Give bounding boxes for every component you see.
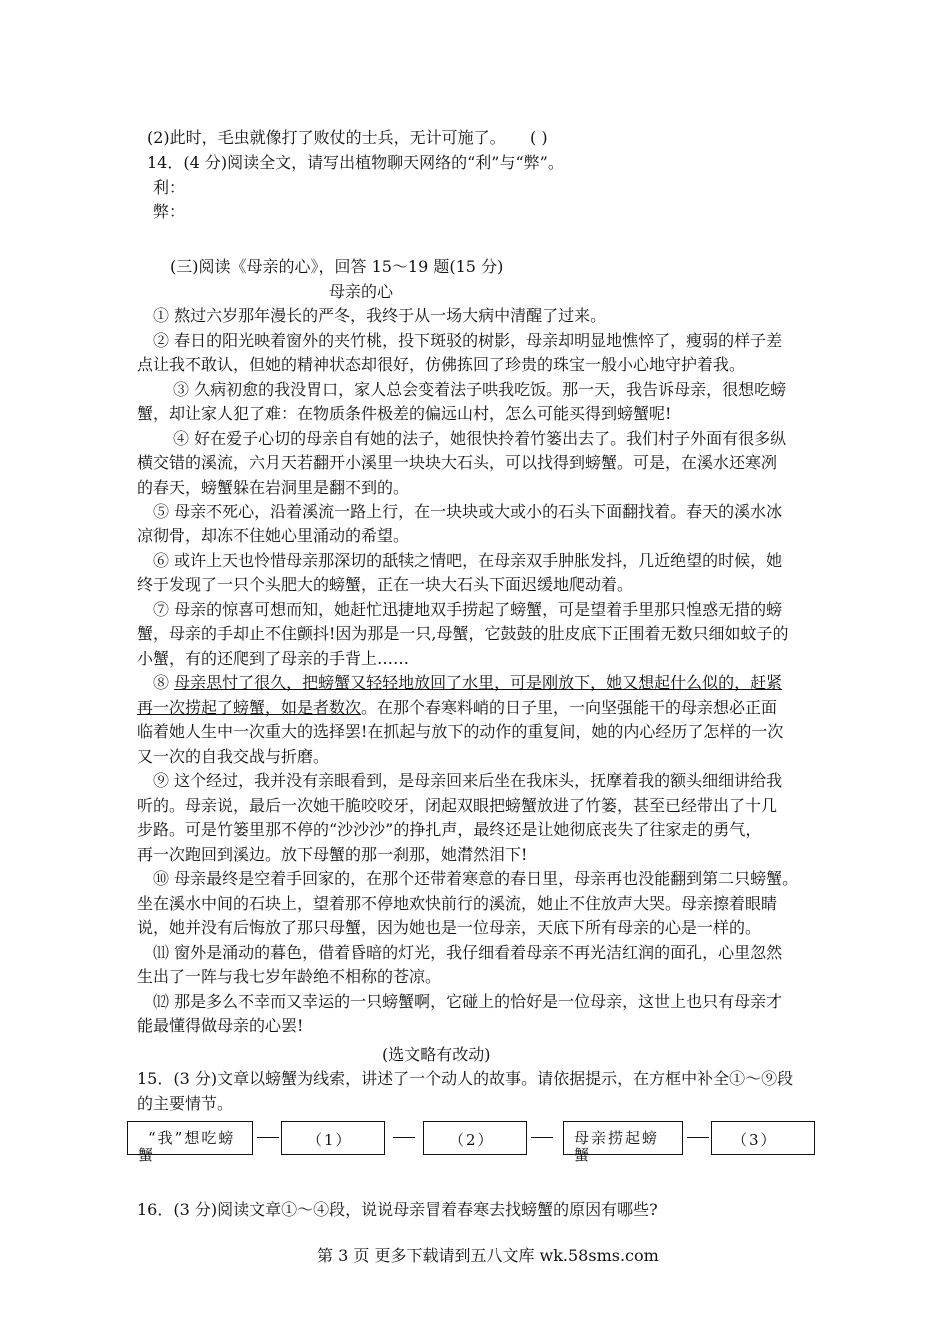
para-3-line-1: ③ 久病初愈的我没胃口，家人总会变着法子哄我吃饭。那一天，我告诉母亲，很想吃螃 xyxy=(173,380,787,399)
para-10-line-2: 坐在溪水中间的石块上，望着那不停地欢快前行的溪流，她止不住放声大哭。母亲擦着眼睛 xyxy=(137,894,778,913)
para-8-underlined-1: 母亲思忖了很久，把螃蟹又轻轻地放回了水里，可是刚放下，她又想起什么似的，赶紧 xyxy=(174,673,783,692)
para-8-line-2-rest: 。在那个春寒料峭的日子里，一向坚强能干的母亲想必正面 xyxy=(361,698,778,717)
para-9-line-1: ⑨ 这个经过，我并没有亲眼看到，是母亲回来后坐在我床头，抚摩着我的额头细细讲给我 xyxy=(153,771,783,790)
page-footer: 第 3 页 更多下载请到五八文库 wk.58sms.com xyxy=(317,1246,659,1265)
para-8-line-3: 临着她人生中一次重大的选择罢!在抓起与放下的动作的重复间，她的内心经历了怎样的一次 xyxy=(137,722,784,741)
para-10-line-1: ⑩ 母亲最终是空着手回家的，在那个还带着寒意的春日里，母亲再也没能翻到第二只螃蟹。 xyxy=(153,869,799,888)
para-6-line-1: ⑥ 或许上天也怜惜母亲那深切的舐犊之情吧，在母亲双手肿胀发抖，几近绝望的时候，她 xyxy=(153,551,783,570)
question-16: 16．(3 分)阅读文章①～④段，说说母亲冒着春寒去找螃蟹的原因有哪些? xyxy=(137,1200,658,1219)
para-4-line-1: ④ 好在爱子心切的母亲自有她的法子，她很快拎着竹篓出去了。我们村子外面有很多纵 xyxy=(173,429,787,448)
plot-box-5-label: （3） xyxy=(732,1131,778,1149)
connector-4 xyxy=(687,1137,709,1138)
connector-2 xyxy=(393,1137,415,1138)
q13-2-blank: ( ) xyxy=(530,128,548,147)
para-12-line-2: 能最懂得做母亲的心罢! xyxy=(137,1016,304,1035)
plot-box-3-label: （2） xyxy=(449,1131,495,1149)
plot-box-1-line-2: 蟹 xyxy=(138,1146,156,1164)
para-1: ① 熬过六岁那年漫长的严冬，我终于从一场大病中清醒了过来。 xyxy=(153,306,607,325)
para-8-line-2 xyxy=(137,697,777,719)
para-6-line-2: 终于发现了一只个头肥大的螃蟹，正在一块大石头下面迟缓地爬动着。 xyxy=(137,575,634,594)
q15-line-1: 15．(3 分)文章以螃蟹为线索，讲述了一个动人的故事。请依据提示，在方框中补全①～⑨段 xyxy=(137,1069,794,1088)
source-note: (选文略有改动) xyxy=(382,1045,491,1064)
section-3-heading: (三)阅读《母亲的心》，回答 15～19 题(15 分) xyxy=(170,257,504,276)
article-title: 母亲的心 xyxy=(329,282,394,301)
connector-1 xyxy=(257,1137,279,1138)
plot-box-4 xyxy=(563,1121,683,1164)
para-9-line-3: 步路。可是竹篓里那不停的“沙沙沙”的挣扎声，最终还是让她彻底丧失了往家走的勇气， xyxy=(137,820,762,839)
q14-title: 14．(4 分)阅读全文，请写出植物聊天网络的“利”与“弊”。 xyxy=(147,153,564,172)
para-9-line-4: 再一次跑回到溪边。放下母蟹的那一刹那，她潸然泪下! xyxy=(137,845,528,864)
para-9-line-2: 听的。母亲说，最后一次她干脆咬咬牙，闭起双眼把螃蟹放进了竹篓，甚至已经带出了十几 xyxy=(137,796,778,815)
para-8-line-4: 又一次的自我交战与折磨。 xyxy=(137,747,330,766)
plot-box-2-label: （1） xyxy=(307,1131,353,1149)
para-3-line-2: 蟹，却让家人犯了难：在物质条件极差的偏远山村，怎么可能买得到螃蟹呢! xyxy=(137,404,672,423)
q13-2-text: (2)此时，毛虫就像打了败仗的士兵，无计可施了。 xyxy=(147,128,506,147)
para-2-line-2: 点让我不敢认，但她的精神状态却很好，仿佛拣回了珍贵的珠宝一般小心地守护着我。 xyxy=(137,355,746,374)
para-8-line-1 xyxy=(153,672,782,694)
para-12-line-1: ⑿ 那是多么不幸而又幸运的一只螃蟹啊，它碰上的恰好是一位母亲，这世上也只有母亲才 xyxy=(153,992,783,1011)
para-5-line-1: ⑤ 母亲不死心，沿着溪流一路上行，在一块块或大或小的石头下面翻找着。春天的溪水冰 xyxy=(153,502,783,521)
plot-box-2[interactable] xyxy=(281,1121,385,1155)
para-7-line-3: 小蟹，有的还爬到了母亲的手背上…… xyxy=(137,649,410,668)
para-8-underlined-2: 再一次捞起了螃蟹，如是者数次 xyxy=(137,698,362,717)
connector-3 xyxy=(531,1137,553,1138)
q14-bi-label: 弊： xyxy=(153,202,186,221)
para-11-line-1: ⑾ 窗外是涌动的暮色，借着昏暗的灯光，我仔细看着母亲不再光洁红润的面孔，心里忽然 xyxy=(153,943,783,962)
q15-line-2: 的主要情节。 xyxy=(137,1094,234,1113)
para-7-line-1: ⑦ 母亲的惊喜可想而知，她赶忙迅捷地双手捞起了螃蟹，可是望着手里那只惶惑无措的螃 xyxy=(153,600,783,619)
plot-box-4-line-1: 母亲捞起螃 xyxy=(574,1129,660,1147)
para-7-line-2: 蟹，母亲的手却止不住颤抖!因为那是一只,母蟹，它鼓鼓的肚皮底下正围着无数只细如蚊子的 xyxy=(137,624,789,643)
plot-box-1 xyxy=(127,1121,253,1164)
para-4-line-2: 横交错的溪流，六月天若翻开小溪里一块块大石头，可以找得到螃蟹。可是，在溪水还寒冽 xyxy=(137,453,778,472)
plot-box-4-line-2: 蟹 xyxy=(574,1146,592,1164)
para-2-line-1: ② 春日的阳光映着窗外的夹竹桃，投下斑驳的树影，母亲却明显地憔悴了，瘦弱的样子差 xyxy=(153,331,783,350)
para-10-line-3: 说，她并没有后悔放了那只母蟹，因为她也是一位母亲，天底下所有母亲的心是一样的。 xyxy=(137,918,762,937)
plot-box-5[interactable] xyxy=(711,1121,815,1155)
para-5-line-2: 凉彻骨，却冻不住她心里涌动的希望。 xyxy=(137,526,410,545)
para-8-number: ⑧ xyxy=(153,673,175,692)
plot-box-3[interactable] xyxy=(423,1121,527,1155)
para-11-line-2: 生出了一阵与我七岁年龄绝不相称的苍凉。 xyxy=(137,967,442,986)
plot-box-1-line-1: “我”想吃螃 xyxy=(148,1129,236,1147)
para-4-line-3: 的春天，螃蟹躲在岩洞里是翻不到的。 xyxy=(137,478,410,497)
q14-li-label: 利： xyxy=(153,178,186,197)
